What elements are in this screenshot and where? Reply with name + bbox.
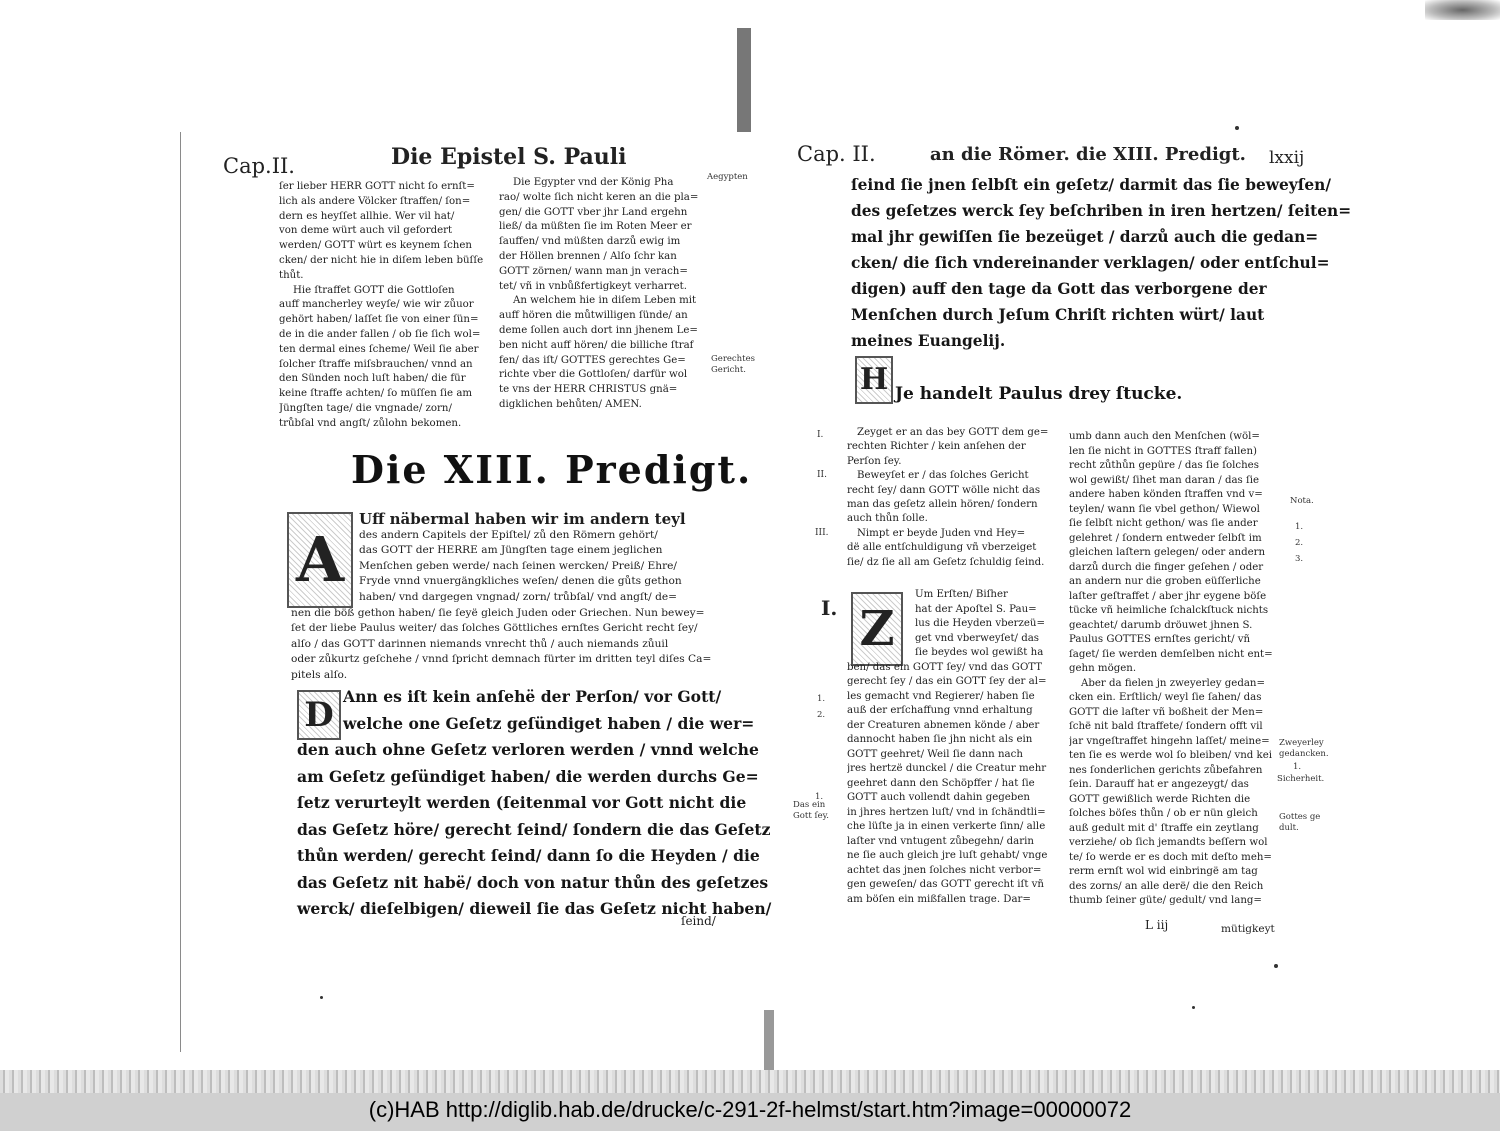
text-line: rechten Richter / kein anſehen der — [847, 441, 1026, 453]
text-line: ſet der liebe Paulus weiter/ das ſolches Göttliches ernſtes Gericht recht ſey/ — [291, 622, 698, 635]
decorated-initial-h: H — [855, 356, 893, 404]
text-line: An welchem hie in diſem Leben mit — [513, 295, 697, 307]
margin-note-z1: 1. — [1293, 762, 1302, 772]
text-line: der Creaturen abnemen könde / aber — [847, 719, 1040, 731]
left-column-1 — [279, 180, 489, 432]
text-line: geehret dann den Schöpffer / hat ſie — [847, 777, 1035, 789]
ink-speck — [1192, 1006, 1195, 1009]
text-line: recht zůthůn gepüre / das ſie ſolches — [1069, 460, 1259, 471]
text-line: laſter geſtraffet / aber jhr eygene böſe — [1069, 590, 1267, 602]
intro-paragraph — [291, 512, 731, 684]
right-catchword — [1221, 922, 1275, 937]
text-line: am Geſetz geſündiget haben/ die werden durchs Ge= — [297, 766, 759, 786]
text-line: GOTT geehret/ Weil ſie dann nach — [847, 748, 1023, 760]
text-line: thůt. — [279, 269, 304, 281]
text-line: gen geweſen/ das GOTT gerecht iſt vñ — [847, 879, 1044, 890]
text-line: Aber da fielen jn zweyerley gedan= — [1081, 677, 1266, 689]
text-line: dannocht haben ſie jhn nicht als ein — [847, 734, 1033, 745]
text-line: thumb ſeiner güte/ gedult/ vnd lang= — [1069, 895, 1262, 906]
text-line: Jüngſten tage/ die vngnade/ zorn/ — [279, 402, 452, 414]
margin-note-d1: 1. — [815, 792, 824, 802]
text-line: Perſon ſey. — [847, 455, 902, 467]
text-line: Menſchen durch Jeſum Chriſt richten würt/ laut — [851, 306, 1265, 324]
text-line: che lüſte ja in einen verkerte ſinn/ alle — [847, 821, 1046, 832]
text-line: darzů durch die finger geſehen / oder — [1069, 561, 1264, 573]
text-line: cken ein. Erſtlich/ weyl ſie ſahen/ das — [1069, 692, 1262, 703]
text-line: rao/ wolte ſich nicht keren an die pla= — [499, 191, 699, 203]
text-line: ſie beydes wol gewißt ha — [915, 647, 1044, 658]
text-line: des andern Capitels der Epiſtel/ zů den Römern gehört/ — [359, 528, 658, 541]
text-line: mal jhr gewiſſen ſie bezeüget / darzů auch die gedan= — [851, 228, 1319, 246]
text-line: des zorns/ an alle derë/ die den Reich — [1069, 880, 1264, 892]
sermon-title: Die XIII. Predigt. — [351, 447, 753, 492]
ink-speck — [1274, 964, 1278, 968]
text-line: digklichen behůten/ AMEN. — [499, 398, 642, 410]
margin-note-gottes-gedult: Gottes ge dult. — [1279, 812, 1321, 833]
right-scripture-text — [851, 172, 1352, 354]
text-line: ne ſie auch gleich jre luſt gehabt/ vnge — [847, 850, 1048, 861]
text-line: ſie/ dz ſie all am Geſetz ſchuldig ſeind. — [847, 556, 1045, 568]
catchword: mütigkeyt — [1221, 923, 1275, 935]
left-column-2 — [499, 176, 705, 413]
text-line: am böſen ein mißfallen trage. Dar= — [847, 893, 1031, 905]
decorated-initial-a: A — [287, 512, 353, 608]
text-line: oder zůkurtz geſchehe / vnnd ſpricht demnach fürter im dritten teyl diſes Ca= — [291, 653, 712, 666]
left-running-chapter: Cap.II. — [223, 154, 295, 178]
text-line: ſaget/ ſie werden demſelben nicht ent= — [1069, 648, 1273, 660]
text-line: ten dermal eines ſcheme/ Weil ſie aber — [279, 343, 479, 355]
text-line: nes ſonderlichen gerichts zůbefahren — [1069, 764, 1263, 776]
text-line: GOTT zörnen/ wann man jn verach= — [499, 265, 688, 277]
margin-note-2: 2. — [1295, 538, 1304, 548]
text-line: ten ſie es werde wol ſo bleiben/ vnd kei — [1069, 750, 1272, 761]
text-line: ſolches böſes thůn / ob er nün gleich — [1069, 808, 1258, 819]
text-line: Menſchen geben werde/ nach ſeinen wercken/ Preiß/ Ehre/ — [359, 559, 677, 572]
text-line: geachtet/ darumb dröuwet jhnen S. — [1069, 619, 1253, 631]
text-line: des geſetzes werck ſey beſchriben in iren hertzen/ ſeiten= — [851, 202, 1352, 220]
text-line: den auch ohne Geſetz verloren werden / vnnd welche — [297, 740, 759, 759]
text-line: cken/ die ſich vndereinander verklagen/ oder entſchul= — [851, 254, 1330, 272]
text-line: auß der erſchaffung vnnd erhaltung — [847, 705, 1033, 716]
text-line: recht ſey/ dann GOTT wölle nicht das — [847, 484, 1041, 496]
text-line: werck/ dieſelbigen/ dieweil ſie das Geſetz nicht haben/ — [297, 899, 772, 918]
text-line: in jhres hertzen luſt/ vnd in ſchändtli= — [847, 806, 1046, 818]
text-line: gen/ die GOTT vber jhr Land ergehn — [499, 206, 688, 218]
point-mark-3: III. — [815, 528, 829, 538]
text-line: dë alle entſchuldigung vñ vberzeiget — [847, 542, 1037, 554]
text-line: das Geſetz nit habë/ doch von natur thůn des geſetzes — [297, 872, 769, 892]
text-line: Hie ſtraffet GOTT die Gottloſen — [293, 284, 455, 296]
text-line: gehört haben/ laſſet ſie von einer ſün= — [279, 314, 479, 326]
text-line: tücke vñ heimliche ſchalckſtuck nichts — [1069, 605, 1269, 616]
margin-note-sicherheit: Sicherheit. — [1277, 774, 1325, 784]
text-line: lus die Heyden vberzeü= — [915, 618, 1046, 629]
text-line: len ſie nicht in GOTTES ſtraff fallen) — [1069, 445, 1257, 457]
ink-speck — [320, 996, 323, 999]
text-line: auß gedult mit d' ſtraffe ein zeytlang — [1069, 822, 1259, 834]
margin-note-nota: Nota. — [1290, 496, 1314, 506]
text-line: auff mancherley weyſe/ wie wir zůuor — [279, 299, 474, 311]
text-line: dern es heyſſet allhie. Wer vil hat/ — [279, 210, 455, 222]
text-line: Ann es iſt kein anſehë der Perſon/ vor Gott/ — [343, 687, 722, 706]
catchword: ſeind/ — [681, 914, 716, 928]
right-page — [785, 122, 1355, 1082]
text-line: gelehret / ſondern entweder ſelbſt im — [1069, 532, 1262, 544]
text-line: te/ ſo werde er es doch mit deſto meh= — [1069, 851, 1272, 863]
first-point-exposition — [847, 588, 1061, 907]
text-line: das Geſetz höre/ gerecht ſeind/ ſondern die das Geſetz — [297, 819, 771, 839]
text-line: trůbſal vnd angſt/ zůlohn bekomen. — [279, 417, 462, 429]
signature-mark — [1145, 918, 1168, 933]
decorated-initial-z: Z — [851, 592, 903, 666]
text-line: Um Erſten/ Biſher — [915, 589, 1008, 600]
text-line: ſeind ſie jnen ſelbſt ein geſetz/ darmit das ſie beweyſen/ — [851, 176, 1331, 194]
text-line: lich als andere Völcker ſtraffen/ ſon= — [279, 195, 471, 207]
margin-note-aegypten: Aegypten — [707, 172, 748, 182]
corner-smudge — [1425, 0, 1500, 20]
point-mark-2: II. — [817, 470, 827, 480]
text-line: gleichen laſtern gelegen/ oder andern — [1069, 547, 1266, 558]
margin-note-zweyerley: Zweyerley gedancken. — [1279, 738, 1329, 759]
text-line: umb dann auch den Menſchen (wöl= — [1069, 431, 1260, 442]
three-points-list — [847, 426, 1061, 570]
text-line: werden/ GOTT würt es keynem ſchen — [279, 240, 472, 252]
section-mark-roman-one: I. — [821, 596, 838, 620]
text-line: digen) auff den tage da Gott das verborgene der — [851, 280, 1267, 298]
text-line: meines Euangelij. — [851, 332, 1006, 350]
text-line: man das geſetz allein hören/ ſondern — [847, 499, 1038, 511]
text-line: jres hertzë dunckel / die Creatur mehr — [847, 763, 1047, 774]
text-line: Zeyget er an das bey GOTT dem ge= — [857, 427, 1049, 438]
left-running-title: Die Epistel S. Pauli — [391, 144, 627, 170]
text-line: gerecht ſey / das ein GOTT ſey der al= — [847, 676, 1047, 687]
text-line: Nimpt er beyde Juden vnd Hey= — [857, 527, 1026, 539]
text-line: les gemacht vnd Regierer/ haben ſie — [847, 690, 1035, 702]
section-subhead: Je handelt Paulus drey ſtucke. — [895, 384, 1183, 404]
margin-note-gerechtes-gericht: Gerechtes Gericht. — [711, 354, 755, 375]
left-page — [180, 132, 781, 1052]
text-line: Uff näbermal haben wir im andern teyl — [359, 512, 686, 528]
text-line: Die Egypter vnd der König Pha — [513, 177, 674, 188]
text-line: von deme würt auch vil gefordert — [279, 225, 453, 237]
text-line: laſter vnd vntugent zůbegehn/ darin — [847, 835, 1034, 847]
lower-gutter-shadow — [764, 1010, 774, 1070]
book-gutter-shadow — [737, 28, 751, 148]
text-line: hat der Apoſtel S. Pau= — [915, 603, 1037, 615]
text-line: der Höllen brennen / Alſo ſchr kan — [499, 250, 677, 262]
text-line: ließ/ da müßten ſie im Roten Meer er — [499, 221, 692, 233]
text-line: de in die ander fallen / ob ſie ſich wol= — [279, 328, 481, 340]
text-line: ſauffen/ vnd müßten darzů ewig im — [499, 236, 681, 248]
text-line: ſie ſelbſt nicht gethon/ was ſie ander — [1069, 518, 1258, 529]
text-line: Beweyſet er / das ſolches Gericht — [857, 470, 1029, 482]
text-line: gehn mögen. — [1069, 663, 1137, 674]
footer-copyright-url: (c)HAB http://diglib.hab.de/drucke/c-291-2f-helmst/start.htm?image=00000072 — [368, 1097, 1132, 1122]
text-line: haben/ vnd dargegen vngnad/ zorn/ trůbſal/ vnd angſt/ de= — [359, 590, 677, 603]
text-line: fen/ das iſt/ GOTTES gerechtes Ge= — [499, 354, 686, 366]
text-line: das GOTT der HERRE am Jüngſten tage einem jeglichen — [359, 544, 663, 557]
text-line: deme ſollen auch dort inn jhenem Le= — [499, 324, 698, 336]
text-line: get vnd vberweyſet/ das — [915, 632, 1040, 644]
text-line: welche one Geſetz geſündiget haben / die wer= — [343, 713, 755, 733]
text-line: ſchë nit bald ſtraffete/ ſondern offt vil — [1069, 721, 1263, 732]
text-line: richte vber die Gottloſen/ darfür wol — [499, 369, 688, 381]
text-line: GOTT auch vollendt dahin gegeben — [847, 792, 1030, 803]
text-line: achtet das jnen ſolches nicht verbor= — [847, 864, 1042, 876]
text-line: jar vngeſtraffet hingehn laſſet/ meine= — [1069, 735, 1270, 747]
text-line: alſo / das GOTT darinnen niemands vnrecht thů / auch niemands zůuil — [291, 637, 669, 650]
left-catchword — [681, 914, 716, 929]
text-line: Fryde vnnd vnuergängkliches weſen/ denen die gůts gethon — [359, 575, 682, 588]
margin-note-das-ein-gott: Das ein Gott ſey. — [793, 800, 829, 821]
text-line: auch thůn ſolle. — [847, 513, 928, 525]
text-line: ben/ das ein GOTT ſey/ vnd das GOTT — [847, 661, 1043, 673]
signature: L iij — [1145, 918, 1169, 932]
text-line: ſolcher ſtraffe miſsbrauchen/ vnnd an — [279, 358, 473, 370]
text-line: ſein. Darauff hat er angezeygt/ das — [1069, 779, 1249, 790]
text-line: GOTT gewißlich werde Richten die — [1069, 793, 1251, 805]
text-line: ſetz verurteylt werden (ſeitenmal vor Gott nicht die — [297, 793, 747, 812]
text-line: ben nicht auff hören/ die billiche ſtraf — [499, 339, 694, 351]
ink-speck — [1235, 126, 1239, 130]
text-line: nen die böß gethon haben/ ſie ſeyë gleich Juden oder Griechen. Nun bewey= — [291, 606, 705, 619]
margin-note-s2: 2. — [817, 710, 826, 720]
folio-number: lxxij — [1269, 148, 1305, 168]
text-line: te vns der HERR CHRISTUS gnä= — [499, 384, 678, 396]
text-line: den Sünden noch luſt haben/ die für — [279, 373, 466, 385]
text-line: wol gewißt/ ſihet man daran / das ſie — [1069, 474, 1260, 486]
margin-note-3: 3. — [1295, 554, 1304, 564]
text-line: thůn werden/ gerecht ſeind/ dann ſo die Heyden / die — [297, 846, 760, 865]
text-line: GOTT die laſter vñ boßheit der Men= — [1069, 706, 1264, 718]
text-line: an andern nur die groben eüſſerliche — [1069, 576, 1261, 587]
margin-note-1: 1. — [1295, 522, 1304, 532]
text-line: andere haben könden ſtraffen vnd v= — [1069, 489, 1263, 500]
text-line: auff hören die můtwilligen ſünde/ an — [499, 310, 688, 322]
right-running-title: an die Römer. die XIII. Predigt. — [930, 144, 1246, 165]
text-line: Paulus GOTTES ernſtes gericht/ vñ — [1069, 634, 1251, 645]
margin-note-s1: 1. — [817, 694, 826, 704]
text-line: verziehe/ ob ſich jemandts beſſern wol — [1069, 837, 1268, 848]
text-line: rerm ernſt wol wid einbringë am tag — [1069, 866, 1258, 877]
scripture-text — [297, 684, 772, 923]
text-line: tet/ vñ in vnbůßfertigkeyt verharret. — [499, 280, 687, 292]
text-line: pitels alſo. — [291, 668, 348, 681]
point-mark-1: I. — [817, 430, 824, 440]
text-line: cken/ der nicht hie in diſem leben büſſe — [279, 254, 484, 266]
right-running-chapter: Cap. II. — [797, 142, 876, 166]
right-column-2 — [1069, 430, 1277, 909]
text-line: ſer lieber HERR GOTT nicht ſo ernſt= — [279, 181, 475, 192]
text-line: keine ſtraffe achten/ ſo müſſen ſie am — [279, 388, 473, 400]
decorated-initial-d: D — [297, 690, 341, 740]
text-line: teylen/ wann ſie vbel gethon/ Wiewol — [1069, 503, 1260, 515]
